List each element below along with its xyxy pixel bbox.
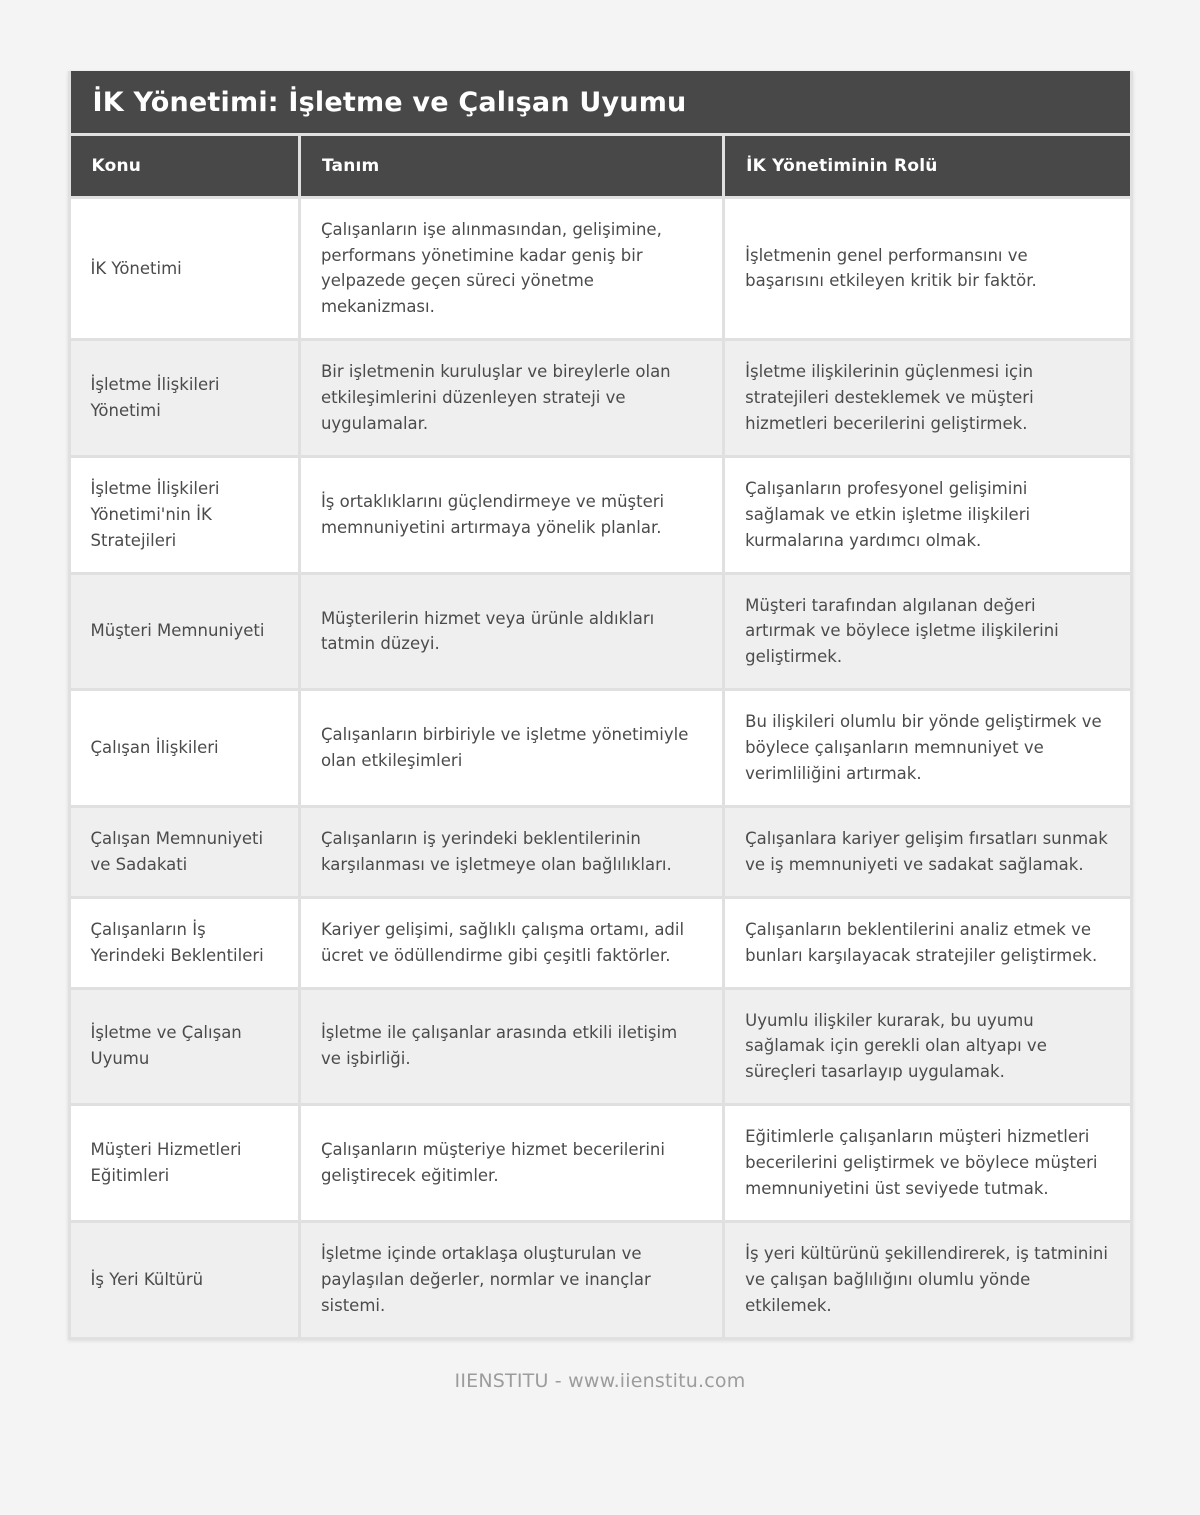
row-definition-cell: Müşterilerin hizmet veya ürünle aldıkları tatmin düzeyi.	[301, 575, 722, 689]
row-role-cell: Çalışanların profesyonel gelişimini sağlamak ve etkin işletme ilişkileri kurmalarına yardımcı olmak.	[725, 458, 1129, 572]
table-row	[71, 341, 1130, 455]
table-row	[71, 990, 1130, 1104]
row-definition-cell: Çalışanların müşteriye hizmet becerilerini geliştirecek eğitimler.	[301, 1106, 722, 1220]
column-header-tanim: Tanım	[301, 136, 722, 196]
row-role-cell: Çalışanların beklentilerini analiz etmek ve bunları karşılayacak stratejiler geliştirmek.	[725, 899, 1129, 987]
table-row	[71, 691, 1130, 805]
row-topic-cell: Müşteri Hizmetleri Eğitimleri	[71, 1106, 298, 1220]
row-role-cell: İşletmenin genel performansını ve başarısını etkileyen kritik bir faktör.	[725, 199, 1129, 339]
table-row	[71, 1106, 1130, 1220]
row-topic-cell: Çalışan İlişkileri	[71, 691, 298, 805]
table-row	[71, 575, 1130, 689]
column-header-konu: Konu	[71, 136, 298, 196]
row-topic-cell: Çalışan Memnuniyeti ve Sadakati	[71, 808, 298, 896]
row-topic-cell: Çalışanların İş Yerindeki Beklentileri	[71, 899, 298, 987]
table-row	[71, 808, 1130, 896]
row-topic-cell: İşletme ve Çalışan Uyumu	[71, 990, 298, 1104]
table-row	[71, 199, 1130, 339]
row-role-cell: İşletme ilişkilerinin güçlenmesi için stratejileri desteklemek ve müşteri hizmetleri becerilerini geliştirmek.	[725, 341, 1129, 455]
row-definition-cell: Çalışanların işe alınmasından, gelişimine, performans yönetimine kadar geniş bir yelpazede geçen süreci yönetme mekanizması.	[301, 199, 722, 339]
table-row	[71, 899, 1130, 987]
table-row	[71, 458, 1130, 572]
row-definition-cell: Bir işletmenin kuruluşlar ve bireylerle olan etkileşimlerini düzenleyen strateji ve uygulamalar.	[301, 341, 722, 455]
row-topic-cell: İK Yönetimi	[71, 199, 298, 339]
footer-text: IIENSTITU - www.iienstitu.com	[454, 1369, 746, 1392]
column-header-rol: İK Yönetiminin Rolü	[725, 136, 1129, 196]
header-row	[71, 136, 1130, 196]
row-definition-cell: İşletme ile çalışanlar arasında etkili iletişim ve işbirliği.	[301, 990, 722, 1104]
row-definition-cell: Kariyer gelişimi, sağlıklı çalışma ortamı, adil ücret ve ödüllendirme gibi çeşitli faktörler.	[301, 899, 722, 987]
row-role-cell: İş yeri kültürünü şekillendirerek, iş tatminini ve çalışan bağlılığını olumlu yönde etkilemek.	[725, 1223, 1129, 1337]
row-definition-cell: İş ortaklıklarını güçlendirmeye ve müşteri memnuniyetini artırmaya yönelik planlar.	[301, 458, 722, 572]
row-role-cell: Bu ilişkileri olumlu bir yönde geliştirmek ve böylece çalışanların memnuniyet ve verimliliğini artırmak.	[725, 691, 1129, 805]
row-topic-cell: Müşteri Memnuniyeti	[71, 575, 298, 689]
row-topic-cell: İşletme İlişkileri Yönetimi	[71, 341, 298, 455]
row-role-cell: Çalışanlara kariyer gelişim fırsatları sunmak ve iş memnuniyeti ve sadakat sağlamak.	[725, 808, 1129, 896]
page-title: İK Yönetimi: İşletme ve Çalışan Uyumu	[71, 71, 1130, 133]
hr-topics-table	[68, 133, 1133, 1340]
row-definition-cell: Çalışanların iş yerindeki beklentilerinin karşılanması ve işletmeye olan bağlılıkları.	[301, 808, 722, 896]
row-topic-cell: İş Yeri Kültürü	[71, 1223, 298, 1337]
row-definition-cell: Çalışanların birbiriyle ve işletme yönetimiyle olan etkileşimleri	[301, 691, 722, 805]
table-row	[71, 1223, 1130, 1337]
hr-table-card	[68, 71, 1133, 1340]
row-definition-cell: İşletme içinde ortaklaşa oluşturulan ve paylaşılan değerler, normlar ve inançlar sistemi.	[301, 1223, 722, 1337]
row-role-cell: Müşteri tarafından algılanan değeri artırmak ve böylece işletme ilişkilerini geliştirmek.	[725, 575, 1129, 689]
row-role-cell: Uyumlu ilişkiler kurarak, bu uyumu sağlamak için gerekli olan altyapı ve süreçleri tasarlayıp uygulamak.	[725, 990, 1129, 1104]
row-role-cell: Eğitimlerle çalışanların müşteri hizmetleri becerilerini geliştirmek ve böylece müşteri memnuniyetini üst seviyede tutmak.	[725, 1106, 1129, 1220]
row-topic-cell: İşletme İlişkileri Yönetimi'nin İK Stratejileri	[71, 458, 298, 572]
